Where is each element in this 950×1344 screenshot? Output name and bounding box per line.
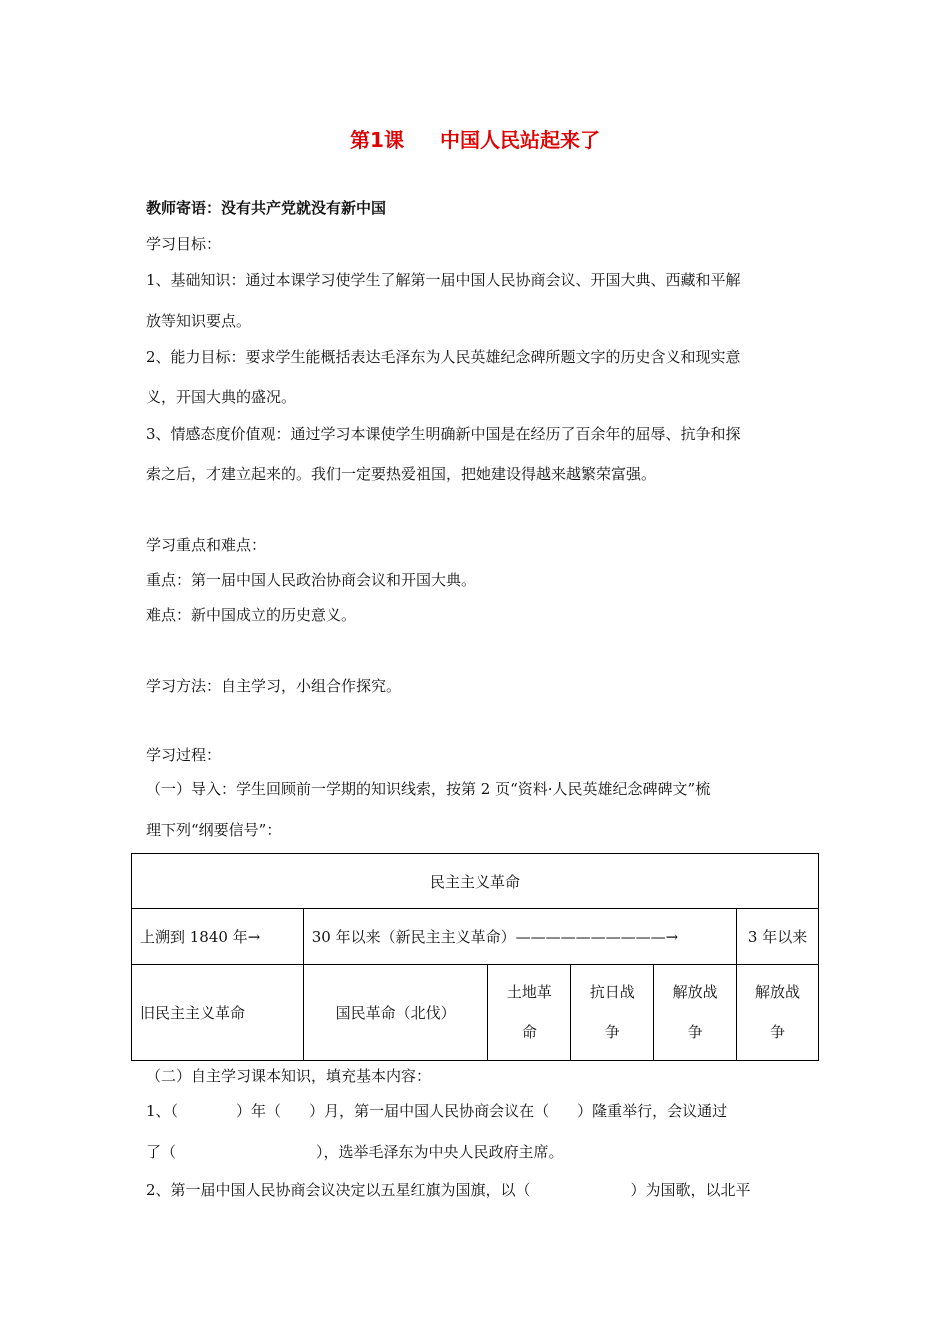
cell-text-line: 争: [604, 1023, 620, 1042]
table-cell-since-1840: 上溯到 1840 年→: [132, 909, 304, 964]
cell-text-line: 争: [687, 1023, 703, 1042]
question-1-line-2: [146, 1142, 564, 1162]
table-cell-3-years: 3 年以来: [737, 909, 819, 964]
table-cell-liberation-war-2: [737, 964, 819, 1060]
section-2-heading: （二）自主学习课本知识，填充基本内容：: [146, 1067, 432, 1085]
goal-1-line-1: 1、基础知识：通过本课学习使学生了解第一届中国人民协商会议、开国大典、西藏和平解: [146, 271, 741, 289]
goal-1-line-2: 放等知识要点。: [146, 312, 252, 330]
goal-3-line-2: 索之后，才建立起来的。我们一定要热爱祖国，把她建设得越来越繁荣富强。: [146, 465, 657, 483]
table-cell-old-revolution: 旧民主主义革命: [132, 964, 304, 1060]
key-point-difficulty: 难点：新中国成立的历史意义。: [146, 606, 357, 624]
cell-text-line: 抗日战: [589, 983, 635, 1002]
study-method: 学习方法：自主学习，小组合作探究。: [146, 677, 402, 695]
table-cell-land-revolution: [488, 964, 571, 1060]
lesson-name: 中国人民站起来了: [439, 128, 600, 152]
table-cell-anti-japanese-war: [571, 964, 654, 1060]
table-cell-national-revolution: 国民革命（北伐）: [303, 964, 488, 1060]
q2-text: 2、第一届中国人民协商会议决定以五星红旗为国旗，以（: [146, 1181, 531, 1199]
question-2-line-1: [146, 1180, 751, 1200]
q1-text: ）隆重举行，会议通过: [577, 1102, 728, 1120]
q1-text: ），选举毛泽东为中央人民政府主席。: [316, 1143, 564, 1161]
intro-line-2: 理下列“纲要信号”：: [146, 821, 282, 839]
intro-line-1: （一）导入：学生回顾前一学期的知识线索，按第 2 页“资料·人民英雄纪念碑碑文”梳: [146, 780, 711, 798]
lesson-number: 第1课: [350, 128, 404, 152]
goal-2-line-1: 2、能力目标：要求学生能概括表达毛泽东为人民英雄纪念碑所题文字的历史含义和现实意: [146, 348, 741, 366]
goal-3-line-1: 3、情感态度价值观：通过学习本课使学生明确新中国是在经历了百余年的屈辱、抗争和探: [146, 425, 741, 443]
process-heading: 学习过程：: [146, 746, 222, 764]
table-cell-30-years: 30 年以来（新民主主义革命）——————————→: [303, 909, 736, 964]
q1-text: ）月，第一届中国人民协商会议在（: [309, 1102, 550, 1120]
goals-heading: 学习目标：: [146, 235, 222, 253]
outline-table: [131, 853, 819, 1061]
goal-2-line-2: 义，开国大典的盛况。: [146, 388, 297, 406]
key-point-focus: 重点：第一届中国人民政治协商会议和开国大典。: [146, 571, 477, 589]
cell-text-line: 解放战: [672, 983, 718, 1002]
teacher-motto: 教师寄语：没有共产党就没有新中国: [146, 199, 387, 217]
table-cell-liberation-war-1: [654, 964, 737, 1060]
cell-text-line: 命: [521, 1023, 537, 1042]
lesson-title: [0, 124, 950, 153]
q1-text: 1、（: [146, 1102, 179, 1120]
cell-text-line: 解放战: [755, 983, 801, 1002]
question-1-line-1: [146, 1101, 727, 1121]
cell-text-line: 土地革: [506, 983, 552, 1002]
table-header: 民主主义革命: [132, 854, 819, 909]
q2-text: ）为国歌，以北平: [630, 1181, 751, 1199]
q1-text: 了（: [146, 1143, 177, 1161]
cell-text-line: 争: [770, 1023, 786, 1042]
q1-text: ）年（: [236, 1102, 282, 1120]
key-points-heading: 学习重点和难点：: [146, 536, 267, 554]
